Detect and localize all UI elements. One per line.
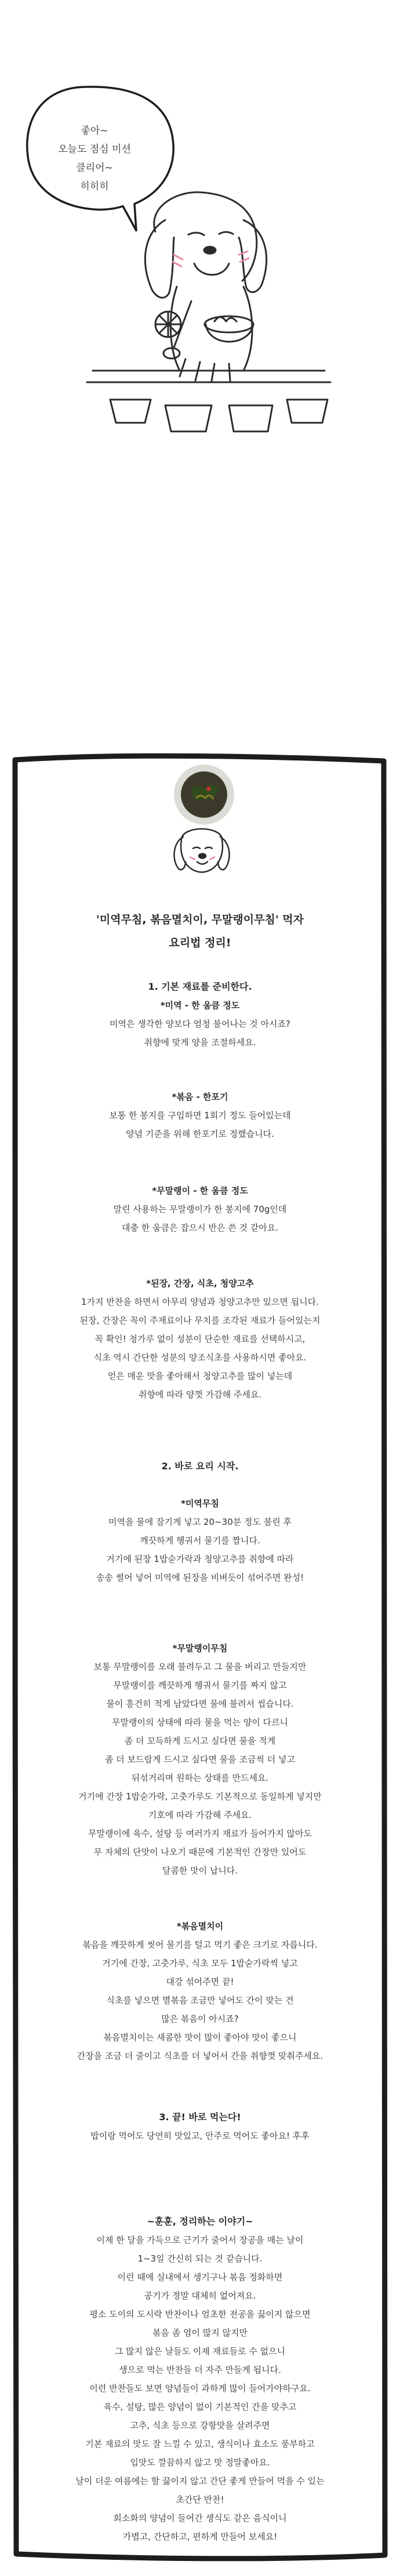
ingredient-seaweed-line: 취향에 맞게 양을 조절하세요. [144,1037,256,1048]
puppy-mini-illustration [161,817,242,886]
ingredient-radish-line: 말린 사용하는 무말랭이가 한 봉지에 70g인데 [113,1204,287,1214]
recipe-radish-salad [38,1639,362,1880]
recipe-seaweed-line: 거기에 된장 1밥숟가락과 청양고추를 취향에 따라 [106,1554,294,1564]
ingredient-radish-line: 대충 한 움큼은 잡으시 반은 쓴 것 같아요. [122,1223,278,1233]
afterword [38,2212,362,2546]
afterword-line: 이제 한 달을 가득으로 근기가 줄어서 장공을 매는 날이 [96,2235,304,2245]
speech-line-4: 히히히 [80,181,109,192]
recipe-seaweed-title: *미역무침 [181,1498,219,1509]
afterword-line: 고추, 식초 등으로 강항맛을 살려주면 [130,2420,270,2431]
ingredient-radish-title: *무말랭이 - 한 움큼 정도 [152,1185,248,1196]
recipe-radish-line: 달콤한 맛이 납니다. [162,1865,238,1876]
ingredient-seasonings-line: 얻은 매운 맛을 좋아해서 청양고추를 많이 넣는데 [107,1371,293,1381]
recipe-cabbage-line: 볶음멸치이는 새콤한 맛이 많이 좋아야 맛이 좋으니 [103,2032,297,2043]
afterword-line: 1~3일 간신히 되는 것 같습니다. [137,2253,263,2264]
afterword-line: 초간단 반찬! [176,2494,224,2505]
puppy-figure [87,192,330,431]
afterword-line: 육수, 설탕, 많은 양념이 없이 기본적인 간을 맞추고 [103,2402,297,2412]
ingredient-seasonings-line: 식초 역시 간단한 성분의 양조식초를 사용하시면 좋아요. [93,1352,307,1363]
recipe-seaweed-salad [38,1494,362,1587]
recipe-cabbage-line: 대강 섞어주면 끝! [166,1977,234,1987]
speech-line-2: 오늘도 점심 미션 [58,144,131,155]
section-3 [38,2108,362,2145]
afterword-line: 공기가 정말 대체히 없어져요. [144,2290,256,2301]
ingredient-seasonings-title: *된장, 간장, 식초, 청양고추 [146,1278,254,1289]
ingredient-radish [38,1181,362,1237]
ingredient-seaweed-title: *미역 - 한 움큼 정도 [160,1000,240,1011]
recipe-radish-line: 좀 더 보드랍게 드시고 싶다면 물을 조금씩 더 넣고 [105,1754,295,1765]
afterword-line: 생으로 먹는 반찬들 더 자주 만들게 됩니다. [119,2365,281,2375]
ingredient-cabbage-line: 보통 한 봉지를 구입하면 1회기 정도 들어있는데 [109,1110,291,1121]
afterword-line: 날이 더운 여름에는 할 끓이지 않고 간단 좋게 만들어 먹을 수 있는 [75,2476,325,2486]
ingredient-seasonings-line: 1가지 반찬을 하면서 아무리 양념과 청양고추만 있으면 됩니다. [81,1297,319,1307]
puppy-eating-illustration [0,0,400,747]
recipe-radish-line: 무 자체의 단맛이 나오기 때문에 기본적인 간장만 있어도 [93,1847,307,1857]
recipe-radish-line: 물이 흥건히 적게 남았다면 물에 불려서 씹습니다. [106,1699,294,1709]
afterword-line: 볶음 좀 엄이 많지 않지만 [152,2328,248,2338]
recipe-cabbage-title: *볶음멸치이 [176,1921,224,1931]
afterword-heading: ~훈훈, 정리하는 이야기~ [147,2216,253,2227]
recipe-radish-title: *무말랭이무침 [172,1643,228,1653]
ingredient-seaweed-line: 미역은 생각한 양보다 엄청 불어나는 것 아시죠? [110,1019,290,1029]
afterword-line: 회소화의 양념이 들어간 생식도 같은 음식이니 [113,2513,287,2523]
recipe-cabbage-line: 많은 볶음이 아시죠? [161,2014,239,2024]
recipe-title-line-1: '미역무침, 볶음멸치이, 무말랭이무침' 먹자 [96,913,304,926]
recipe-seaweed-line: 깨끗하게 헹궈서 물기를 짭니다. [140,1535,260,1546]
recipe-radish-line: 기호에 따라 가감해 주세요. [148,1810,252,1820]
ingredient-cabbage-line: 양념 기준을 위해 한포기로 정했습니다. [126,1129,274,1139]
afterword-line: 이런 반찬들도 보면 양념들이 과하게 많이 들어가야하구요. [89,2383,311,2394]
recipe-cabbage-line: 간장을 조금 더 줄이고 식초를 더 넣어서 간을 취향껏 맞춰주세요. [77,2051,323,2061]
ingredient-seasonings [38,1274,362,1404]
ingredient-cabbage-title: *볶음 - 한포기 [172,1092,228,1102]
recipe-cabbage-salad [38,1917,362,2065]
ingredient-seasonings-line: 꼭 확인! 청가루 없이 성분이 단순한 재료를 선택하시고, [94,1334,306,1344]
top-illustration [0,0,400,747]
ingredient-seasonings-line: 된장, 간장은 꼭이 주재료이나 무치를 조각된 재료가 들어있는지 [79,1315,321,1326]
afterword-line: 이런 때에 실내에서 생기구나 볶음 정화하면 [117,2272,283,2282]
recipe-title-line-2: 요리법 정리! [169,936,231,949]
section-3-heading: 3. 끝! 바로 먹는다! [159,2112,241,2123]
recipe-radish-line: 뒤섞거리며 원하는 상태를 만드세요. [131,1773,269,1783]
afterword-line: 가볍고, 간단하고, 편하게 만들어 보세요! [122,2531,278,2542]
recipe-title [38,908,362,954]
recipe-cabbage-line: 거기에 간장, 고춧가루, 식초 모두 1밥숟가락씩 넣고 [102,1958,298,1968]
recipe-seaweed-line: 미역을 물에 잠기게 넣고 20~30분 정도 불린 후 [108,1517,292,1527]
section-2-heading: 2. 바로 요리 시작. [161,1461,239,1472]
recipe-radish-line: 좀 더 꼬득하게 드시고 싶다면 물을 적게 [124,1736,276,1746]
speech-line-1: 좋아~ [81,125,108,137]
speech-line-3: 클리어~ [76,162,113,174]
recipe-radish-line: 거기에 간장 1밥숟가락, 고춧가루도 기본적으로 동일하게 넣지만 [78,1791,322,1802]
recipe-radish-line: 무말랭이를 깨끗하게 헹궈서 물기를 짜지 않고 [113,1680,287,1690]
recipe-seaweed-line: 송송 썰어 넣어 미역에 된장을 비벼듯이 섞어주면 완성! [96,1572,304,1583]
speech-bubble-text [45,122,144,196]
ingredient-seasonings-line: 취향에 따라 양껏 가감해 주세요. [138,1389,262,1400]
ingredient-cabbage [38,1088,362,1143]
recipe-cabbage-line: 식초를 넣으면 멸볶음 조금만 넣어도 간이 맞는 건 [106,1995,294,2006]
afterword-line: 그 많지 않은 날들도 이제 재료들로 수 없으니 [114,2346,286,2357]
recipe-radish-line: 무말랭이에 육수, 설탕 등 여러가지 재료가 들어가지 않아도 [88,1828,312,1839]
recipe-radish-line: 무말랭이의 상태에 따라 물을 먹는 양이 다르니 [112,1717,288,1728]
section-3-line: 밥이랑 먹어도 당연히 맛있고, 안주로 먹어도 좋아요! 후후 [90,2131,310,2141]
section-2 [38,1457,362,1476]
recipe-radish-line: 보통 무말랭이를 오래 불려두고 그 물을 버리고 만들지만 [93,1662,307,1672]
afterword-line: 입맛도 깔끔하지 않고 맛 정말좋아요. [130,2457,270,2468]
afterword-line: 기본 재료의 맛도 잘 느낄 수 있고, 생식이나 효소도 풍부하고 [85,2439,315,2449]
section-1-heading: 1. 기본 재료를 준비한다. [148,981,252,992]
recipe-cabbage-line: 볶음을 깨끗하게 씻어 물기를 털고 먹기 좋은 크기로 자릅니다. [82,1940,318,1950]
section-1 [38,978,362,1052]
afterword-line: 평소 도이의 도시락 반찬이나 엄초한 전공을 끓이지 않으면 [89,2309,311,2319]
